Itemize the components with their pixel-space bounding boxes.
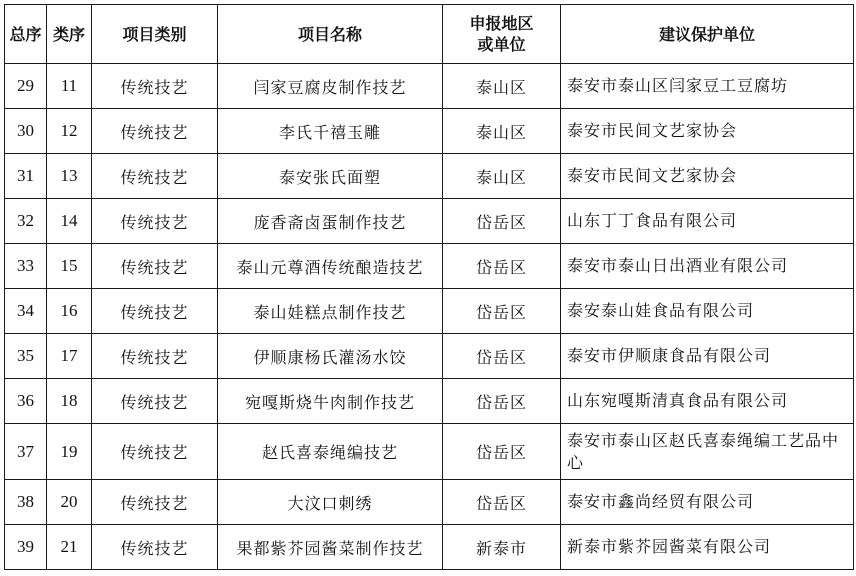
table-row xyxy=(5,480,854,525)
cell-category: 传统技艺 xyxy=(92,64,218,109)
cell-region: 岱岳区 xyxy=(443,244,561,289)
cell-protection-unit: 泰安市泰山区赵氏喜泰绳编工艺品中心 xyxy=(561,424,854,480)
cell-region: 岱岳区 xyxy=(443,199,561,244)
cell-category: 传统技艺 xyxy=(92,525,218,570)
cell-project-name: 泰山娃糕点制作技艺 xyxy=(218,289,443,334)
cell-protection-unit: 泰安市民间文艺家协会 xyxy=(561,154,854,199)
cell-project-name: 伊顺康杨氏灌汤水饺 xyxy=(218,334,443,379)
cell-project-name: 赵氏喜泰绳编技艺 xyxy=(218,424,443,480)
cell-protection-unit: 泰安市泰山区闫家豆工豆腐坊 xyxy=(561,64,854,109)
table-header-row xyxy=(5,5,854,64)
cell-project-name: 庞香斋卤蛋制作技艺 xyxy=(218,199,443,244)
cell-total-no: 34 xyxy=(5,289,47,334)
cell-region: 新泰市 xyxy=(443,525,561,570)
header-total-no: 总序 xyxy=(5,5,47,64)
header-protection-unit: 建议保护单位 xyxy=(561,5,854,64)
cell-category: 传统技艺 xyxy=(92,480,218,525)
table-row xyxy=(5,154,854,199)
cell-protection-unit: 泰安泰山娃食品有限公司 xyxy=(561,289,854,334)
cell-total-no: 29 xyxy=(5,64,47,109)
cell-category: 传统技艺 xyxy=(92,289,218,334)
cell-project-name: 闫家豆腐皮制作技艺 xyxy=(218,64,443,109)
cell-protection-unit: 山东丁丁食品有限公司 xyxy=(561,199,854,244)
cell-category-no: 14 xyxy=(47,199,92,244)
cell-category: 传统技艺 xyxy=(92,109,218,154)
heritage-project-table xyxy=(4,4,854,570)
cell-total-no: 30 xyxy=(5,109,47,154)
cell-category: 传统技艺 xyxy=(92,244,218,289)
table-row xyxy=(5,109,854,154)
table-row xyxy=(5,64,854,109)
cell-total-no: 35 xyxy=(5,334,47,379)
cell-region: 岱岳区 xyxy=(443,334,561,379)
cell-protection-unit: 泰安市泰山日出酒业有限公司 xyxy=(561,244,854,289)
cell-protection-unit: 新泰市紫芥园酱菜有限公司 xyxy=(561,525,854,570)
cell-region: 岱岳区 xyxy=(443,379,561,424)
table-row xyxy=(5,244,854,289)
header-region xyxy=(443,5,561,64)
cell-category-no: 11 xyxy=(47,64,92,109)
cell-category-no: 20 xyxy=(47,480,92,525)
cell-region: 泰山区 xyxy=(443,154,561,199)
cell-project-name: 宛嘎斯烧牛肉制作技艺 xyxy=(218,379,443,424)
cell-category-no: 18 xyxy=(47,379,92,424)
table-row xyxy=(5,289,854,334)
cell-total-no: 36 xyxy=(5,379,47,424)
cell-project-name: 果都紫芥园酱菜制作技艺 xyxy=(218,525,443,570)
cell-category: 传统技艺 xyxy=(92,199,218,244)
cell-category-no: 16 xyxy=(47,289,92,334)
cell-category-no: 13 xyxy=(47,154,92,199)
table-row xyxy=(5,334,854,379)
cell-total-no: 38 xyxy=(5,480,47,525)
header-project-name: 项目名称 xyxy=(218,5,443,64)
table-row xyxy=(5,525,854,570)
cell-category-no: 15 xyxy=(47,244,92,289)
cell-category-no: 12 xyxy=(47,109,92,154)
cell-protection-unit: 泰安市民间文艺家协会 xyxy=(561,109,854,154)
cell-total-no: 31 xyxy=(5,154,47,199)
cell-category-no: 19 xyxy=(47,424,92,480)
cell-project-name: 泰安张氏面塑 xyxy=(218,154,443,199)
cell-category-no: 17 xyxy=(47,334,92,379)
cell-project-name: 李氏千禧玉雕 xyxy=(218,109,443,154)
table-row xyxy=(5,199,854,244)
cell-total-no: 33 xyxy=(5,244,47,289)
cell-project-name: 大汶口刺绣 xyxy=(218,480,443,525)
cell-category-no: 21 xyxy=(47,525,92,570)
cell-category: 传统技艺 xyxy=(92,154,218,199)
cell-total-no: 39 xyxy=(5,525,47,570)
cell-protection-unit: 山东宛嘎斯清真食品有限公司 xyxy=(561,379,854,424)
cell-region: 岱岳区 xyxy=(443,289,561,334)
cell-region: 泰山区 xyxy=(443,109,561,154)
header-category-no: 类序 xyxy=(47,5,92,64)
cell-total-no: 32 xyxy=(5,199,47,244)
cell-project-name: 泰山元尊酒传统酿造技艺 xyxy=(218,244,443,289)
cell-total-no: 37 xyxy=(5,424,47,480)
table-row xyxy=(5,424,854,480)
cell-protection-unit: 泰安市伊顺康食品有限公司 xyxy=(561,334,854,379)
cell-category: 传统技艺 xyxy=(92,379,218,424)
table-row xyxy=(5,379,854,424)
header-category: 项目类别 xyxy=(92,5,218,64)
cell-category: 传统技艺 xyxy=(92,424,218,480)
cell-region: 岱岳区 xyxy=(443,480,561,525)
cell-protection-unit: 泰安市鑫尚经贸有限公司 xyxy=(561,480,854,525)
header-region-line1: 申报地区 xyxy=(469,14,534,33)
cell-region: 泰山区 xyxy=(443,64,561,109)
cell-category: 传统技艺 xyxy=(92,334,218,379)
cell-region: 岱岳区 xyxy=(443,424,561,480)
header-region-line2: 或单位 xyxy=(477,35,526,54)
table-body xyxy=(5,64,854,570)
